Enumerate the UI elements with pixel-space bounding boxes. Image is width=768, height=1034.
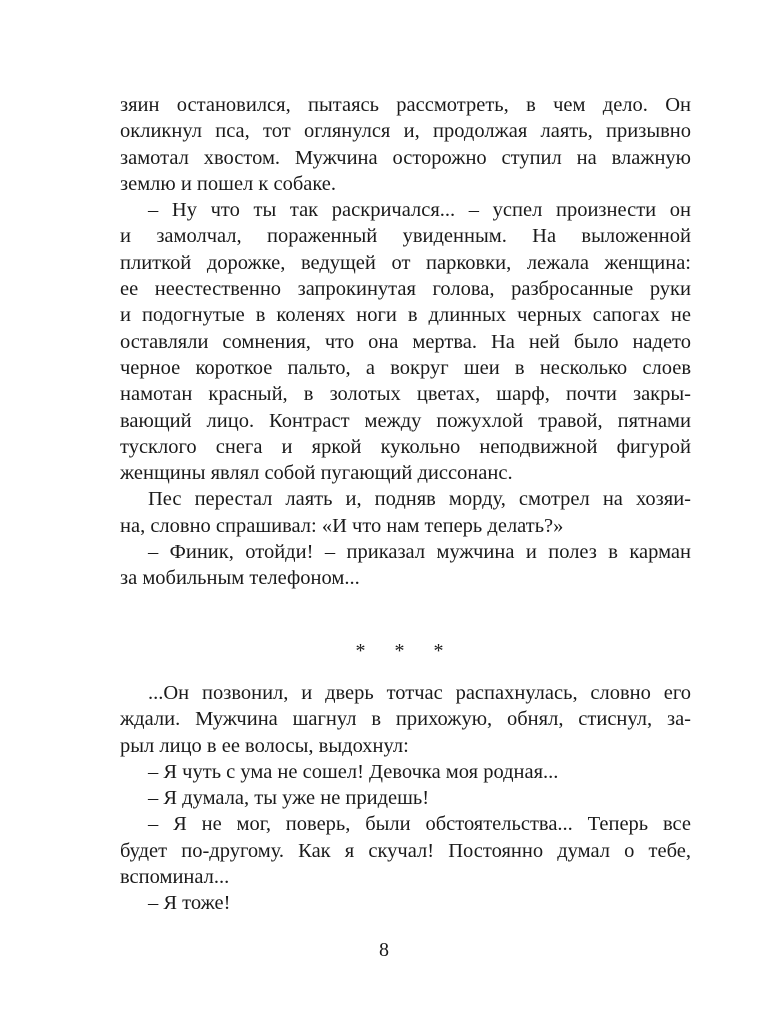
text-line: намотан красный, в золотых цветах, шарф, почти закры- — [120, 383, 691, 406]
text-block-2 — [120, 680, 691, 917]
text-line: ждали. Мужчина шагнул в прихожую, обнял, стиснул, за- — [120, 708, 691, 731]
page-number: 8 — [379, 939, 389, 961]
text-line: – Ну что ты так раскричался... – успел произнести он — [148, 199, 691, 222]
text-line: женщины являл собой пугающий диссонанс. — [120, 462, 513, 485]
text-line: и подогнутые в коленях ноги в длинных черных сапогах не — [120, 304, 691, 327]
text-line: и замолчал, пораженный увиденным. На выложенной — [120, 225, 691, 248]
text-line: замотал хвостом. Мужчина осторожно ступил на влажную — [120, 146, 691, 169]
text-line: землю и пошел к собаке. — [120, 172, 337, 195]
text-block-1 — [120, 92, 691, 592]
text-line: зяин остановился, пытаясь рассмотреть, в чем дело. Он — [120, 94, 691, 116]
text-line: – Я чуть с ума не сошел! Девочка моя родная... — [148, 760, 559, 783]
text-line: Пес перестал лаять и, подняв морду, смотрел на хозяи- — [148, 488, 691, 511]
text-line: на, словно спрашивал: «И что нам теперь делать?» — [120, 514, 564, 537]
text-line: плиткой дорожке, ведущей от парковки, лежала женщина: — [120, 251, 691, 274]
text-line: – Я не мог, поверь, были обстоятельства... Теперь все — [148, 813, 691, 836]
text-line: рыл лицо в ее волосы, выдохнул: — [120, 734, 409, 757]
text-line: оставляли сомнения, что она мертва. На ней было надето — [120, 330, 691, 353]
text-line: вспоминал... — [120, 866, 230, 889]
text-line: вающий лицо. Контраст между пожухлой травой, пятнами — [120, 409, 691, 432]
text-line: ее неестественно запрокинутая голова, разбросанные руки — [120, 278, 691, 301]
text-line: тусклого снега и яркой кукольно неподвижной фигурой — [120, 435, 691, 458]
section-separator: * * * — [355, 640, 456, 662]
text-line: – Я тоже! — [148, 892, 231, 915]
text-line: за мобильным телефоном... — [120, 567, 360, 590]
text-line: окликнул пса, тот оглянулся и, продолжая лаять, призывно — [120, 120, 691, 143]
text-line: – Я думала, ты уже не придешь! — [148, 787, 430, 810]
text-line: – Финик, отойди! – приказал мужчина и полез в карман — [148, 541, 691, 564]
text-line: черное короткое пальто, а вокруг шеи в несколько слоев — [120, 356, 691, 379]
text-line: ...Он позвонил, и дверь тотчас распахнулась, словно его — [148, 682, 691, 704]
text-line: будет по-другому. Как я скучал! Постоянно думал о тебе, — [120, 839, 691, 862]
